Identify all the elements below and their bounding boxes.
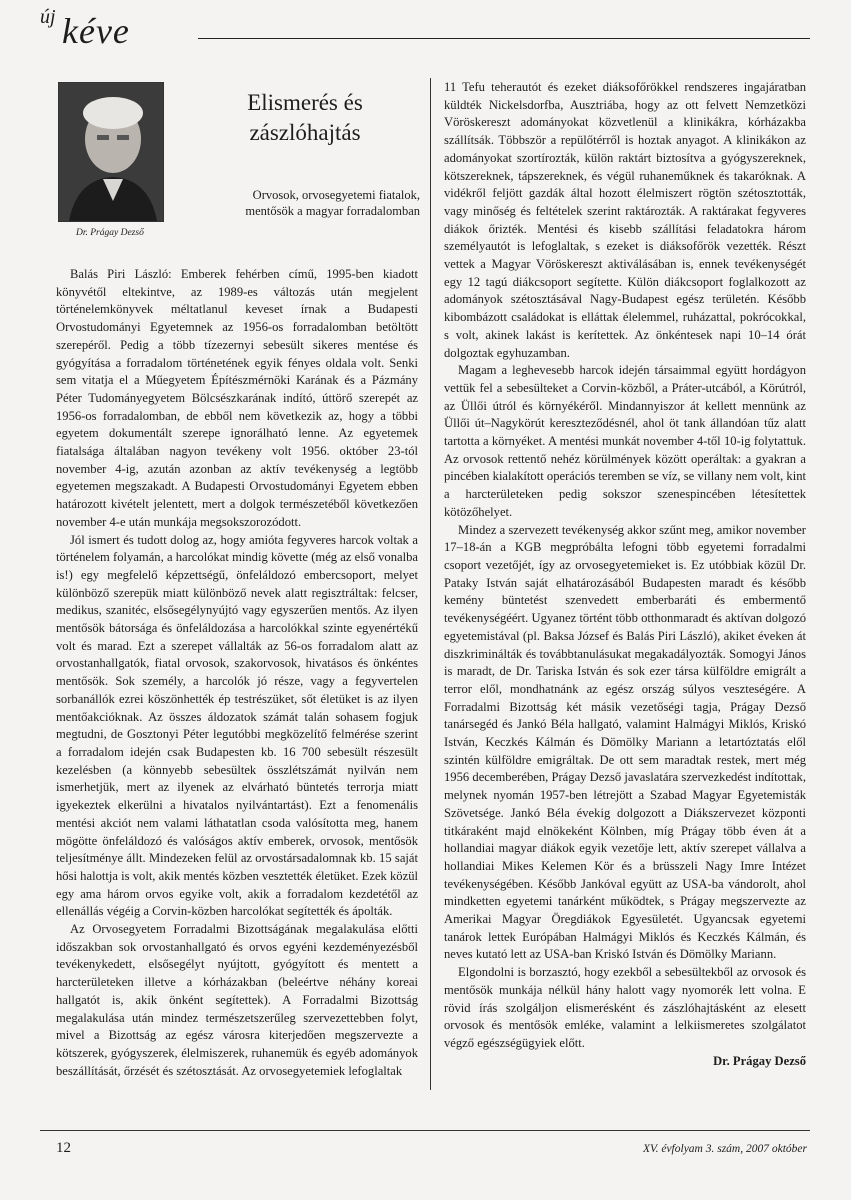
body-paragraph: Jól ismert és tudott dolog az, hogy amióta fegyveres harcok voltak a történelem folyamán, a harcolókat mindig követte (még az első vonalba is!) egy megfelelő képzettségű, önfeláldozó embercsoport, melyet különböző szerepük miatt különböző nevek alatt regisztráltak: felcser, medikus, szanitéc, elsősegélynyújtó vagy egyszerűen mentős. Az ilyen mentősök bátorsága és önfeláldozása a harcolókkal szinte egyenértékű volt és marad. Ezt a szerepet vállalták az 56-os forradalom alatt az orvostanhallgatók, fiatal orvosok, szakorvosok, hivatásos és önkéntes mentősök. Sok személy, a harcolók jó része, vagy a fegyvertelen sorbanállók ezrei köszönhették ép testrészüket, sőt életüket is az ilyen mentőakcióknak. Az összes áldozatok számát talán sohasem fogjuk megtudni, de Gosztonyi Péter legutóbbi megközelítő felmérése szerint a forradalom idején csak Budapesten kb. 16 700 sebesült részesült kezelésben (a könnyebb sebesültek összlétszámát nyilván nem ismerhetjük, mert az ilyenek az elvárható büntetés terrorja miatt igyekeztek elkerülni a hivatalos nyilvántartást). Ezt a fenomenális mentési akciót nem valami láthatatlan csoda valósította meg, hanem mögötte önfeláldozó és valóságos aktív emberek, orvosok, mentősök teljesítménye állt. Mindezeken felül az orvostársadalomnak kb. 15 saját hősi halottja is volt, akik mentés közben vesztették életüket. Ezek közül egy ama három orvos egyike volt, akik a forradalom kezdetétől az ellenállás végéig a Corvin-közben harcolókat segítették és ápolták. [56,532,418,919]
title-line: zászlóhajtás [249,120,361,145]
title-line: Elismerés és [247,90,363,115]
body-paragraph: Mindez a szervezett tevékenység akkor szűnt meg, amikor november 17–18-án a KGB megpróbálta lefogni több egyetemi forradalmi csoport vezetőjét, így az orvosegyetemieket is. Ez utóbbiak közül Dr. Pataky István saját elhatározásából Budapesten maradt és később kemény büntetést szenvedett emberbaráti és embermentő tevékenységéért. Ugyanez történt több otthonmaradt és aktívan dolgozó egyetemistával (pl. Baksa József és Balás Piri László), akiket éveken át diszkriminálták és továbbtanulásukat megakadályozták. Somogyi János is maradt, de Dr. Tariska István és sok ezer társa külföldre emigrált a terror elől, mondhatnánk az egész ország súlyos veszteségére. A Forradalmi Bizottság két másik vezetőségi tagja, Prágay Dezső tanársegéd és Jankó Béla hallgató, valamint Halmágyi Miklós, Kriskó István, Keczkés Kálmán és Dömölky Mariann a letartóztatás elől szintén külföldre emigráltak. De ott sem maradtak restek, mert még 1956 decemberében, Prágay Dezső javaslatára szervezkedést indítottak, melynek nyomán 1957-ben létrejött a Szabad Magyar Egyetemisták Szövetsége. Jankó Béla évekig dolgozott a Diákszervezet központi titkáraként majd elnökeként Kölnben, míg Prágay több éven át a hollandiai magyar diákok egyik vezetője lett, aktív szerepet vállalva a hollandiai Mikes Kelemen Kör és a brüsszeli Nagy Imre Intézet tevékenységében. Később Jankóval együtt az USA-ba vándorolt, ahol mindketten egyetemi tanárként működtek, s Prágay megszervezte az Amerikai Magyar Öregdiákok Egyesületét. Ugyancsak egyetemi tanárok lettek Európában Halmágyi Miklós és Keczkés Kálmán, és neves kutató lett az USA-ban Kriskó István és Dömölky Mariann. [444,522,806,962]
left-column [56,266,418,1090]
subtitle-line: Orvosok, orvosegyetemi fiatalok, [252,188,420,202]
article-subtitle [190,187,420,219]
portrait-illustration [59,83,163,221]
body-paragraph: Magam a leghevesebb harcok idején társaimmal együtt hordágyon vettük fel a sebesülteket a Corvin-közből, a Práter-utcából, a Körútról, az Üllői útról és környékéről. Mindannyiszor át kellett mennünk az Üllői út–Nagykörút kereszteződésnél, ahol öt tank állandóan tűz alatt tartotta a környéket. A mentési munkát november 4-től 10-ig folytattuk. Az orvosok rettentő nehéz körülmények között operáltak: a gyakran a pincében kialakított operációs teremben se víz, se villany nem volt, kint a harcterületeken pedig sokszor szenespincében létesítettek kötözőhelyet. [444,363,806,519]
body-paragraph: Elgondolni is borzasztó, hogy ezekből a sebesültekből az orvosok és mentősök munkája nélkül hány halott vagy nyomorék lett volna. E rövid írás szolgáljon elismerésként és zászlóhajtásként az elesett orvosok és mentősök emléke, valamint a lelkiismeretes szolgálatot végző egészségügyiek előtt. [444,965,806,1050]
masthead-prefix: új [40,6,56,28]
issue-info: XV. évfolyam 3. szám, 2007 október [643,1143,807,1155]
body-paragraph: Az Orvosegyetem Forradalmi Bizottságának megalakulása előtti időszakban sok orvostanhallgató és orvos egyéni kezdeményezésből tevékenykedett, elsősegélyt nyújtott, gyógyított és mentett a harcterületeken illetve a kórházakban (beleértve néhány koreai hallgatót is, akik önként segítettek). A Forradalmi Bizottság megalakulása után mindez természetszerűleg szervezettebben folyt, mivel a Bizottság az egész városra kiterjedően megszervezte a kötszerek, gyógyszerek, élelmiszerek, ruhanemük és egyéb adományok beszállítását, őrzését és szétosztását. Az orvosegyetemiek lefoglaltak [56,922,418,1078]
masthead-title: kéve [62,11,130,51]
article-title [190,88,420,148]
footer-rule [40,1130,810,1131]
right-column [444,79,806,1090]
portrait-photo [58,82,164,222]
photo-caption: Dr. Prágay Dezső [76,228,144,238]
masthead [40,6,810,51]
body-paragraph: 11 Tefu teherautót és ezeket diáksofőrökkel rendszeres ingajáratban küldték Nickelsdorfba, Ausztriába, hogy az ott felvett Nemzetközi Vöröskereszt adományokat közvetlenül a klinikákra, kórházakba szállítsák. Többször a repülőtérről is hoztak anyagot. A klinikákon az adományokat szortírozták, külön raktárt biztosítva a gyógyszereknek, kötszereknek, tápszereknek, és végül ruhaneműknek és takaróknak. A vidékről feljött gazdák által hozott élelmiszert rögtön szétosztották, vagy minőség és feltételek szerint raktározták. A raktárakat fegyveres diákok őrizték. Mentési és kisebb szállítási feladatokra három személyautót is lefoglaltak, s ezeket is diáksofőrök vezették. Részt vettek a Magyar Vöröskereszt aktiválásában is, ennek tevékenységét egy 12 tagú diákcsoport segítette. Külön diákcsoport foglalkozott az adományok szétosztásával Nagy-Budapest egész területén. Később kibombázott családokat is elláttak élelemmel, ruházattal, pokrócokkal, s volt, akinek lakást is kerítettek. Az önkéntesek napi 10–14 órát dolgoztak egyhuzamban. [444,80,806,360]
page-number: 12 [56,1140,71,1156]
subtitle-line: mentősök a magyar forradalomban [245,204,420,218]
column-divider [430,78,431,1090]
body-paragraph: Balás Piri László: Emberek fehérben című, 1995-ben kiadott könyvétől eltekintve, az 1989-es változás után megjelent történelemkönyvek méltatlanul keveset írnak a Budapesti Orvostudományi Egyetemnek az 1956-os forradalomban betöltött szerepéről. Pedig a több tízezernyi sebesült sikeres mentése és gyógyítása a forradalom történetének egyik fényes oldala volt. Senki sem vitatja el a Műegyetem Építészmérnöki Karának és a Pázmány Péter Tudományegyetem Bölcsészkarának indító, úttörő szerepét az 1956-os forradalomban, de ebből nem következik az, hogy a többi egyetem dokumentált szerepe ignorálható lenne. Az egyetemek fiatalsága általában nagyon tevékeny volt 1956. október 23-tól november 4-ig, azután azonban az aktív tevékenység a legtöbb egyetemen megszakadt. A Budapesti Orvostudományi Egyetem ebben határozott kivételt jelentett, mert a dolgok természetéből következően november 4-e után munkája megsokszorozódott. [56,267,418,529]
author-signature: Dr. Prágay Dezső [713,1053,806,1068]
masthead-rule [198,38,810,39]
